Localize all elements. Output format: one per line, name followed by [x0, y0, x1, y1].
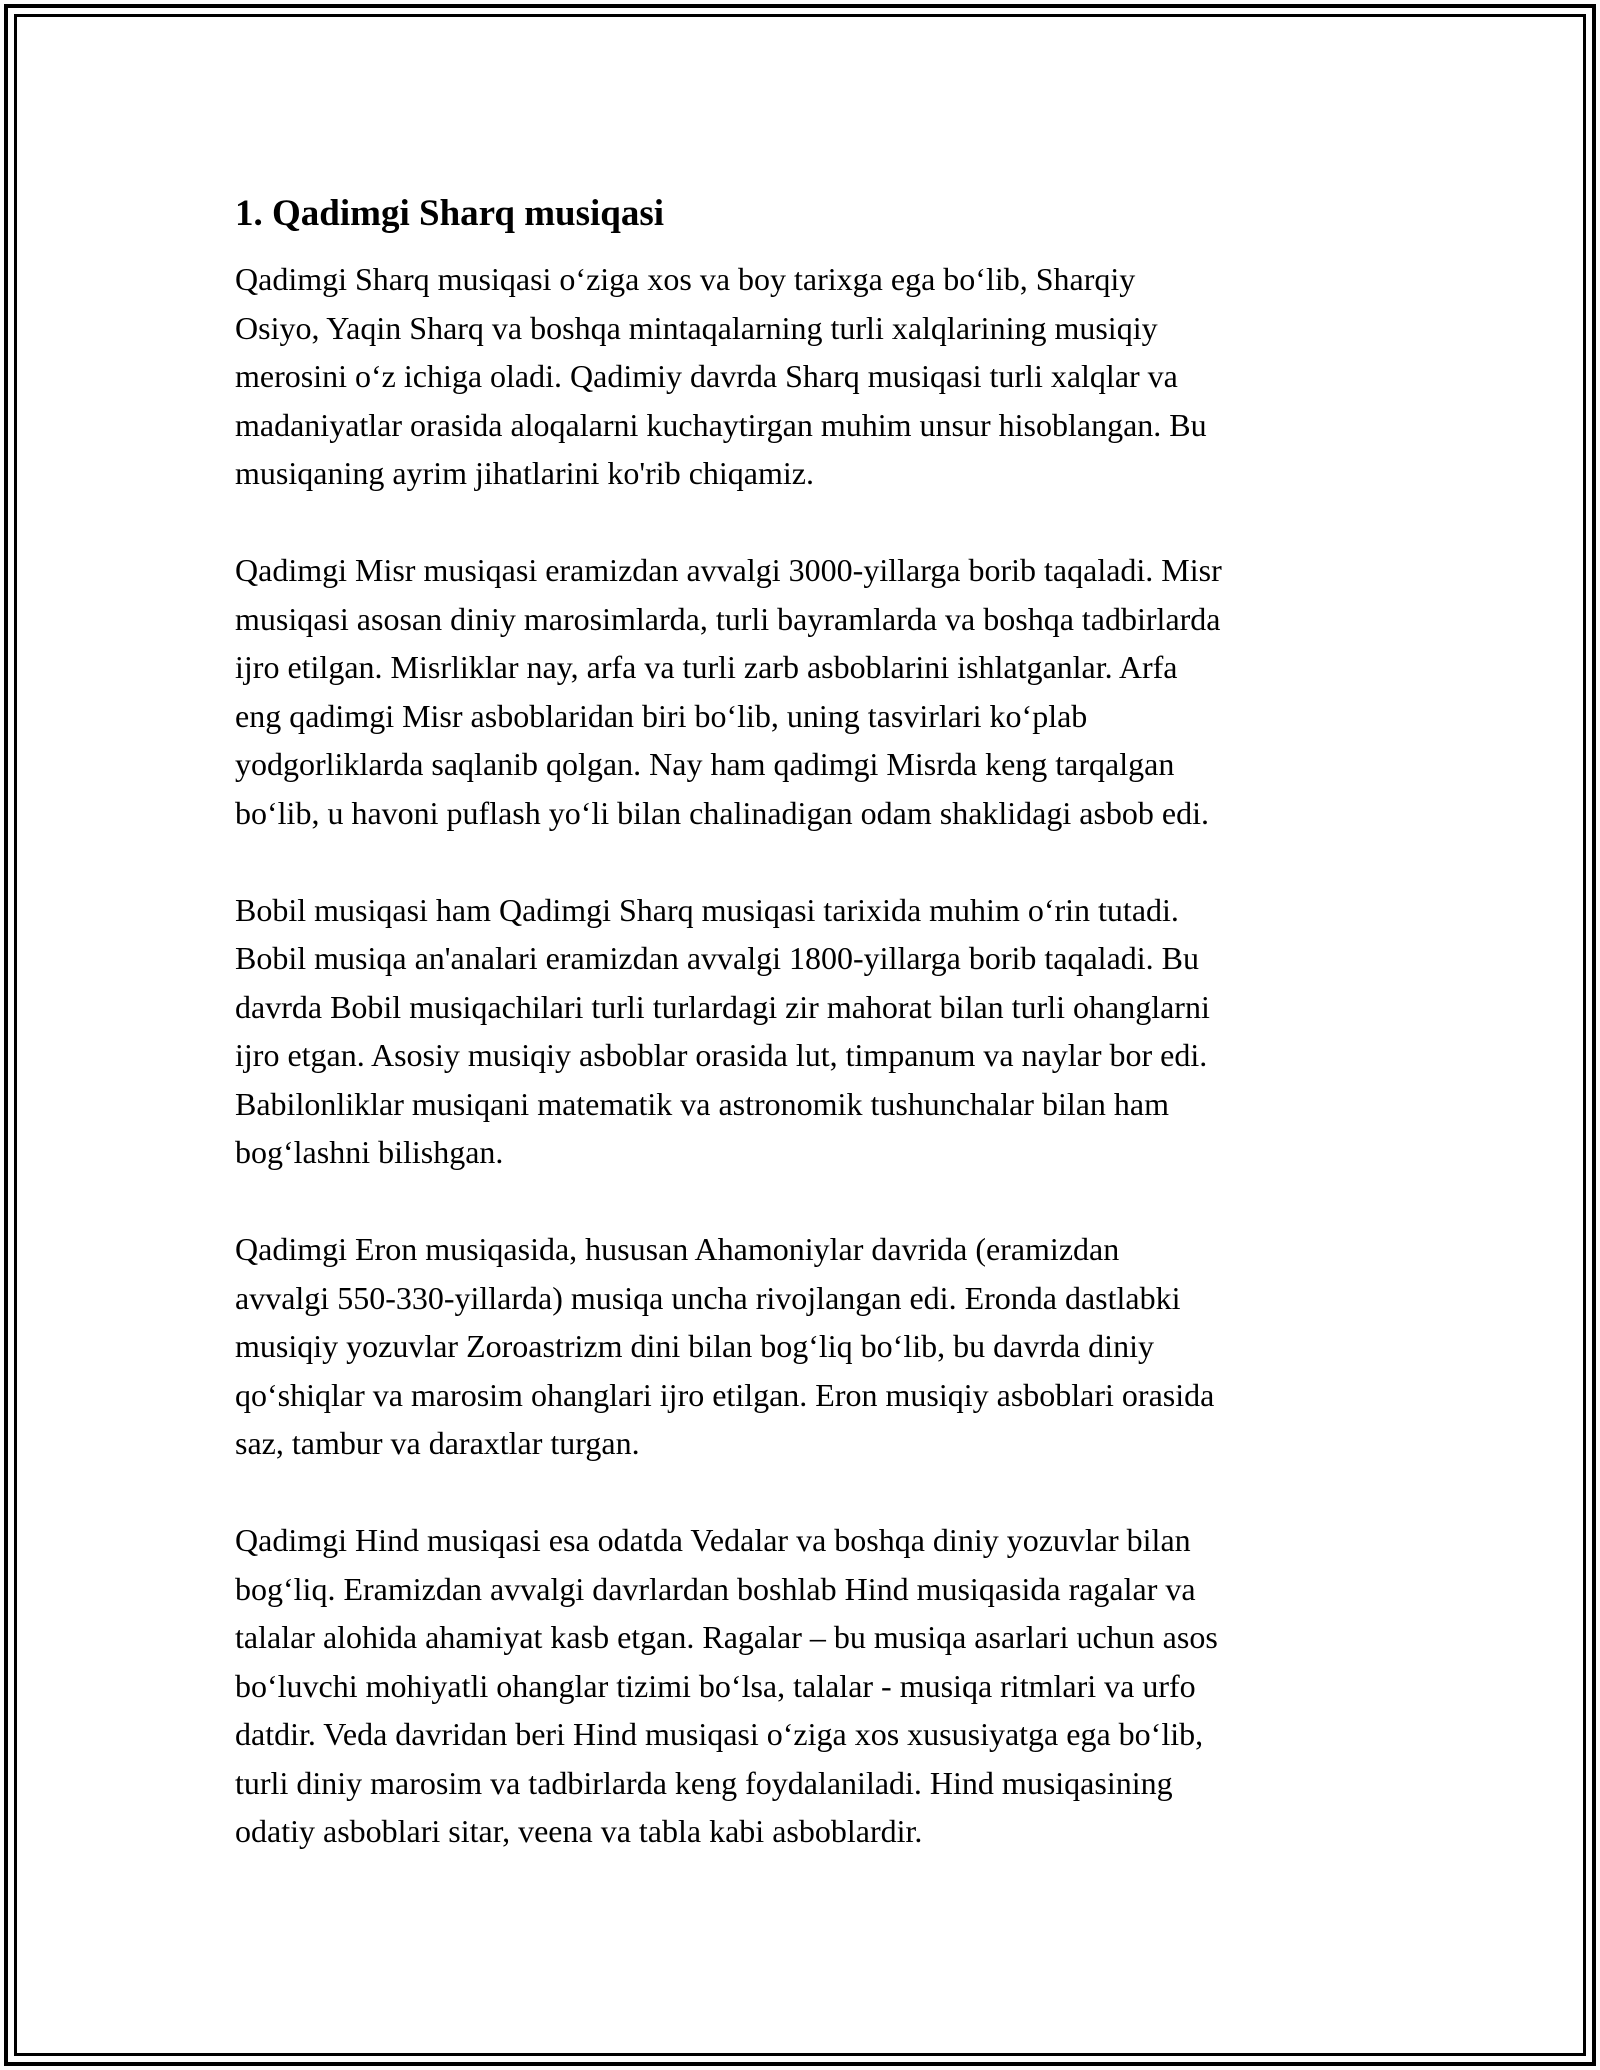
paragraph-egypt — [235, 546, 1365, 837]
text-line: Qadimgi Sharq musiqasi o‘ziga xos va boy tarixga ega bo‘lib, Sharqiy — [235, 261, 1136, 297]
text-line: odatiy asboblari sitar, veena va tabla kabi asboblardir. — [235, 1813, 923, 1849]
text-line: ijro etgan. Asosiy musiqiy asboblar orasida lut, timpanum va naylar bor edi. — [235, 1037, 1208, 1073]
text-line: bo‘lib, u havoni puflash yo‘li bilan chalinadigan odam shaklidagi asbob edi. — [235, 794, 1210, 831]
text-line: talalar alohida ahamiyat kasb etgan. Ragalar – bu musiqa asarlari uchun asos — [235, 1619, 1218, 1655]
text-line: Qadimgi Misr musiqasi eramizdan avvalgi 3000-yillarga borib taqaladi. Misr — [235, 552, 1222, 588]
text-line: Babilonliklar musiqani matematik va astronomik tushunchalar bilan ham — [235, 1085, 1170, 1122]
text-line: datdir. Veda davridan beri Hind musiqasi o‘ziga xos xususiyatga ega bo‘lib, — [235, 1716, 1204, 1752]
text-line: musiqaning ayrim jihatlarini ko'rib chiqamiz. — [235, 455, 814, 491]
text-line: bo‘luvchi mohiyatli ohanglar tizimi bo‘lsa, talalar - musiqa ritmlari va urfo — [235, 1667, 1196, 1704]
text-line: qo‘shiqlar va marosim ohanglari ijro etilgan. Eron musiqiy asboblari orasida — [235, 1376, 1215, 1413]
text-line: ijro etilgan. Misrliklar nay, arfa va turli zarb asboblarini ishlatganlar. Arfa — [235, 649, 1178, 685]
paragraph-iran — [235, 1225, 1365, 1468]
text-line: yodgorliklarda saqlanib qolgan. Nay ham qadimgi Misrda keng tarqalgan — [235, 746, 1175, 782]
text-line: bog‘liq. Eramizdan avvalgi davrlardan boshlab Hind musiqasida ragalar va — [235, 1570, 1196, 1607]
text-line: avvalgi 550-330-yillarda) musiqa uncha rivojlangan edi. Eronda dastlabki — [235, 1279, 1181, 1316]
text-line: saz, tambur va daraxtlar turgan. — [235, 1425, 640, 1461]
text-line: musiqiy yozuvlar Zoroastrizm dini bilan bog‘liq bo‘lib, bu davrda diniy — [235, 1328, 1154, 1364]
text-line: turli diniy marosim va tadbirlarda keng foydalaniladi. Hind musiqasining — [235, 1764, 1173, 1801]
text-line: Qadimgi Eron musiqasida, hususan Ahamoniylar davrida (eramizdan — [235, 1231, 1120, 1267]
text-line: madaniyatlar orasida aloqalarni kuchaytirgan muhim unsur hisoblangan. Bu — [235, 406, 1207, 443]
section-heading: 1. Qadimgi Sharq musiqasi — [235, 193, 665, 234]
text-line: bog‘lashni bilishgan. — [235, 1134, 504, 1170]
paragraph-intro — [235, 255, 1365, 498]
text-line: Osiyo, Yaqin Sharq va boshqa mintaqalarning turli xalqlarining musiqiy — [235, 309, 1158, 346]
text-line: Qadimgi Hind musiqasi esa odatda Vedalar va boshqa diniy yozuvlar bilan — [235, 1522, 1191, 1558]
paragraph-india — [235, 1516, 1365, 1856]
text-line: Bobil musiqa an'analari eramizdan avvalgi 1800-yillarga borib taqaladi. Bu — [235, 940, 1199, 976]
document-body — [235, 186, 1365, 1856]
text-line: musiqasi asosan diniy marosimlarda, turli bayramlarda va boshqa tadbirlarda — [235, 600, 1221, 637]
text-line: eng qadimgi Misr asboblaridan biri bo‘lib, uning tasvirlari ko‘plab — [235, 697, 1088, 734]
text-line: merosini o‘z ichiga oladi. Qadimiy davrda Sharq musiqasi turli xalqlar va — [235, 358, 1178, 394]
text-line: Bobil musiqasi ham Qadimgi Sharq musiqasi tarixida muhim o‘rin tutadi. — [235, 891, 1179, 928]
text-line: davrda Bobil musiqachilari turli turlardagi zir mahorat bilan turli ohanglarni — [235, 988, 1210, 1025]
paragraph-babylon — [235, 886, 1365, 1177]
